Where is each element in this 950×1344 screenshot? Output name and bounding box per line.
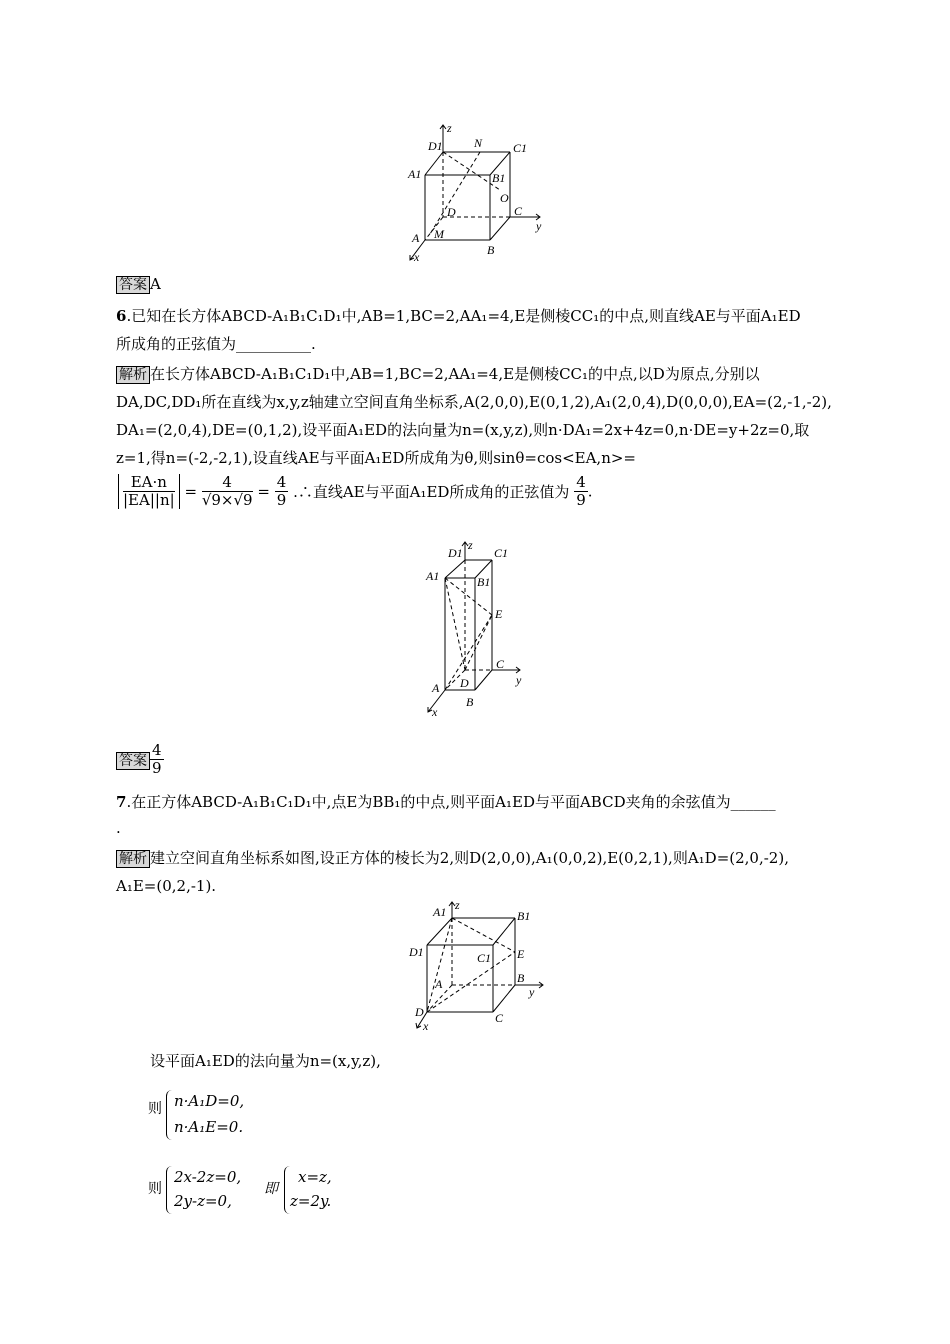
q7-system3-eq1: x=z, (298, 1168, 332, 1186)
q7-analysis-line1: 解析 建立空间直角坐标系如图,设正方体的棱长为2,则D(2,0,0),A₁(0,0,2),E(0,2,1),则A₁D=(2,0,-2), (116, 848, 789, 869)
q6-analysis-line4: z=1,得n=(-2,-2,1),设直线AE与平面A₁ED所成角为θ,则sinθ=cos<EA,n>= (116, 449, 636, 467)
q7-then-1: 则 (148, 1101, 162, 1117)
svg-text:A1: A1 (433, 905, 447, 919)
answer-tag: 答案 (116, 276, 150, 294)
fig1-label: A (412, 231, 420, 245)
fig1-label: C1 (513, 141, 528, 155)
figure-box-2 (420, 540, 540, 720)
q6-analysis-line3: DA₁=(2,0,4),DE=(0,1,2),设平面A₁ED的法向量为n=(x,y,z),则n·DA₁=2x+4z=0,n·DE=y+2z=0,取 (116, 421, 810, 439)
q6-analysis-line1: 解析 在长方体ABCD-A₁B₁C₁D₁中,AB=1,BC=2,AA₁=4,E是侧棱CC₁的中点,以D为原点,分别以 (116, 364, 760, 385)
svg-text:C: C (496, 657, 505, 671)
fig1-label: C (514, 204, 523, 218)
fig1-label: M (434, 227, 444, 241)
svg-text:E: E (495, 607, 503, 621)
fig1-label: A1 (408, 167, 422, 181)
q6-stem-line2: 所成角的正弦值为__________. (116, 335, 316, 353)
q5-answer: 答案 A (116, 274, 161, 295)
svg-text:y: y (516, 673, 522, 687)
svg-text:x: x (423, 1019, 429, 1033)
q6-stem-line1: 6.已知在长方体ABCD-A₁B₁C₁D₁中,AB=1,BC=2,AA₁=4,E是侧棱CC₁的中点,则直线AE与平面A₁ED (116, 307, 801, 325)
svg-text:B: B (466, 695, 474, 709)
fig1-label: B (487, 243, 495, 257)
svg-text:B1: B1 (477, 575, 491, 589)
fig1-label: N (474, 136, 483, 150)
svg-text:A1: A1 (426, 569, 440, 583)
svg-text:C: C (495, 1011, 504, 1025)
q7-normal-vector: 设平面A₁ED的法向量为n=(x,y,z), (150, 1052, 381, 1070)
svg-text:D: D (415, 1005, 424, 1019)
svg-text:A: A (432, 681, 440, 695)
svg-text:A: A (435, 977, 443, 991)
q7-system1-eq1: n·A₁D=0, (174, 1092, 245, 1110)
fig1-label: D1 (428, 139, 443, 153)
q6-answer: 答案 $\frac{4}{9}$ (116, 742, 164, 777)
fig1-label: D (447, 205, 456, 219)
brace (166, 1166, 173, 1214)
svg-text:C1: C1 (477, 951, 492, 965)
q7-stem-line2: . (116, 819, 121, 837)
q7-stem-line1: 7.在正方体ABCD-A₁B₁C₁D₁中,点E为BB₁的中点,则平面A₁ED与平面ABCD夹角的余弦值为______ (116, 793, 776, 811)
q7-analysis-line2: A₁E=(0,2,-1). (116, 877, 217, 895)
brace (166, 1090, 173, 1140)
fig1-label: x (414, 250, 420, 264)
svg-text:B: B (517, 971, 525, 985)
q7-ji: 即 (264, 1181, 278, 1197)
q7-system3-eq2: z=2y. (290, 1192, 332, 1210)
svg-text:E: E (517, 947, 525, 961)
fig1-label: z (447, 121, 452, 135)
figure-cube-3 (405, 900, 555, 1035)
svg-text:x: x (432, 705, 438, 719)
q7-system2-eq2: 2y-z=0, (174, 1192, 232, 1210)
fig1-label: B1 (492, 171, 506, 185)
svg-text:y: y (529, 985, 535, 999)
svg-text:C1: C1 (494, 546, 509, 560)
fig1-label: O (500, 191, 509, 205)
svg-text:z: z (455, 900, 460, 912)
q7-system2-eq1: 2x-2z=0, (174, 1168, 242, 1186)
svg-text:D1: D1 (409, 945, 424, 959)
svg-text:D: D (460, 676, 469, 690)
q7-system1-eq2: n·A₁E=0. (174, 1118, 244, 1136)
svg-text:z: z (468, 540, 473, 552)
svg-text:B1: B1 (517, 909, 531, 923)
fig1-label: y (536, 219, 542, 233)
svg-text:D1: D1 (448, 546, 463, 560)
q7-then-2: 则 (148, 1181, 162, 1197)
analysis-tag: 解析 (116, 366, 150, 384)
figure-cube-1 (400, 120, 550, 265)
q6-formula: $\frac{EA\cdot n}{|EA||n|}$ = $\frac{4}{√9\times√9}$ = $\frac{4}{9}$ .∴直线AE与平面A₁ED所成角的正弦值为 $\frac{4}{9}$ . (116, 474, 593, 528)
q6-analysis-line2: DA,DC,DD₁所在直线为x,y,z轴建立空间直角坐标系,A(2,0,0),E(0,1,2),A₁(2,0,4),D(0,0,0),EA=(2,-1,-2), (116, 393, 832, 411)
